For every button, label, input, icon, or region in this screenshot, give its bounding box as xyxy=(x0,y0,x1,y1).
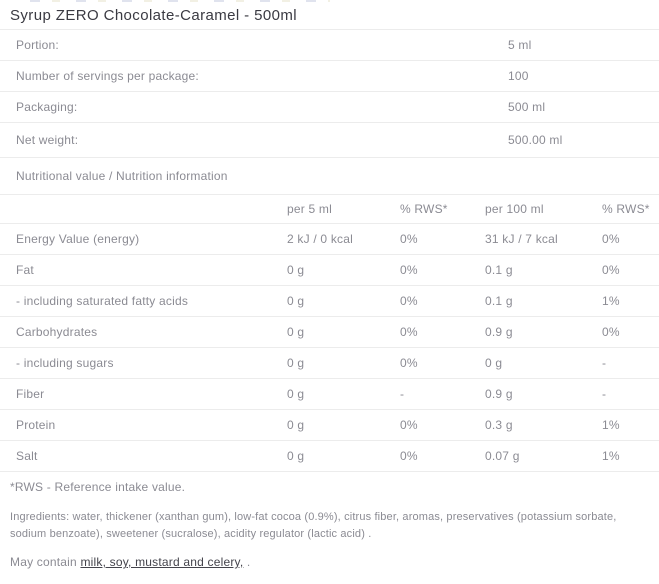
nutrition-column-header-row xyxy=(0,195,659,224)
nutrient-rws-5ml: 0% xyxy=(400,418,418,432)
nutrient-rws-100ml: 0% xyxy=(602,232,620,246)
column-header-per-5ml: per 5 ml xyxy=(287,202,332,216)
nutrition-row-carbohydrates xyxy=(0,317,659,348)
nutrient-label: Carbohydrates xyxy=(16,325,98,339)
info-row-servings xyxy=(0,61,659,92)
nutrient-per-5ml: 2 kJ / 0 kcal xyxy=(287,232,353,246)
nutrient-label: Fiber xyxy=(16,387,45,401)
info-value: 100 xyxy=(508,69,529,83)
nutrient-label: - including sugars xyxy=(16,356,114,370)
info-label: Portion: xyxy=(16,38,59,52)
allergen-list-link[interactable]: milk, soy, mustard and celery, xyxy=(80,555,244,569)
nutrient-label: Energy Value (energy) xyxy=(16,232,140,246)
nutrient-rws-100ml: 0% xyxy=(602,263,620,277)
nutrition-row-saturated-fat xyxy=(0,286,659,317)
nutrient-rws-100ml: 1% xyxy=(602,294,620,308)
nutrient-per-100ml: 0.9 g xyxy=(485,387,513,401)
nutrient-rws-100ml: - xyxy=(602,387,607,401)
nutrition-row-protein xyxy=(0,410,659,441)
nutrient-label: Protein xyxy=(16,418,56,432)
nutrient-per-100ml: 0.1 g xyxy=(485,263,513,277)
nutrition-row-fat xyxy=(0,255,659,286)
info-label: Number of servings per package: xyxy=(16,69,199,83)
nutrient-label: - including saturated fatty acids xyxy=(16,294,189,308)
rws-footnote: *RWS - Reference intake value. xyxy=(10,480,186,494)
nutrient-per-5ml: 0 g xyxy=(287,449,305,463)
nutrient-per-100ml: 31 kJ / 7 kcal xyxy=(485,232,558,246)
info-row-net-weight xyxy=(0,123,659,158)
column-header-rws-100ml: % RWS* xyxy=(602,202,650,216)
nutrient-per-5ml: 0 g xyxy=(287,356,305,370)
nutrient-rws-5ml: 0% xyxy=(400,449,418,463)
allergen-prefix: May contain xyxy=(10,555,81,569)
nutrient-rws-100ml: 1% xyxy=(602,449,620,463)
nutrient-per-5ml: 0 g xyxy=(287,387,305,401)
nutrient-rws-100ml: 0% xyxy=(602,325,620,339)
nutrition-section-header xyxy=(0,158,659,195)
nutrition-section-title: Nutritional value / Nutrition information xyxy=(16,169,228,183)
product-title: Syrup ZERO Chocolate-Caramel - 500ml xyxy=(0,2,659,30)
nutrient-rws-100ml: 1% xyxy=(602,418,620,432)
nutrient-per-100ml: 0.07 g xyxy=(485,449,520,463)
info-label: Net weight: xyxy=(16,133,79,147)
ingredients-text: Ingredients: water, thickener (xanthan gum), low-fat cocoa (0.9%), citrus fiber, aromas, preservatives (potassium sorbate, sodium benzoate), sweetener (sucralose), acidity regulator (lactic acid) . xyxy=(10,511,617,540)
nutrient-rws-5ml: 0% xyxy=(400,263,418,277)
nutrient-per-5ml: 0 g xyxy=(287,325,305,339)
info-row-packaging xyxy=(0,92,659,123)
nutrient-per-5ml: 0 g xyxy=(287,263,305,277)
nutrient-rws-5ml: 0% xyxy=(400,356,418,370)
column-header-rws-5ml: % RWS* xyxy=(400,202,448,216)
nutrient-per-5ml: 0 g xyxy=(287,294,305,308)
nutrition-row-salt xyxy=(0,441,659,472)
nutrient-rws-100ml: - xyxy=(602,356,607,370)
nutrient-label: Fat xyxy=(16,263,34,277)
product-info-table xyxy=(0,30,659,158)
nutrition-table xyxy=(0,195,659,472)
nutrient-rws-5ml: 0% xyxy=(400,294,418,308)
nutrient-per-100ml: 0 g xyxy=(485,356,503,370)
info-value: 500 ml xyxy=(508,100,546,114)
nutrient-rws-5ml: 0% xyxy=(400,325,418,339)
nutrition-row-sugars xyxy=(0,348,659,379)
allergen-notice xyxy=(0,554,659,571)
info-value: 5 ml xyxy=(508,38,532,52)
nutrient-per-100ml: 0.9 g xyxy=(485,325,513,339)
info-label: Packaging: xyxy=(16,100,78,114)
nutrient-per-100ml: 0.1 g xyxy=(485,294,513,308)
nutrient-rws-5ml: - xyxy=(400,387,405,401)
info-row-portion xyxy=(0,30,659,61)
allergen-suffix: . xyxy=(243,555,251,569)
nutrient-per-100ml: 0.3 g xyxy=(485,418,513,432)
nutrient-per-5ml: 0 g xyxy=(287,418,305,432)
nutrient-label: Salt xyxy=(16,449,38,463)
column-header-per-100ml: per 100 ml xyxy=(485,202,544,216)
nutrition-row-energy xyxy=(0,224,659,255)
cropped-content-artifact xyxy=(30,0,330,2)
nutrient-rws-5ml: 0% xyxy=(400,232,418,246)
nutrition-row-fiber xyxy=(0,379,659,410)
info-value: 500.00 ml xyxy=(508,133,563,147)
